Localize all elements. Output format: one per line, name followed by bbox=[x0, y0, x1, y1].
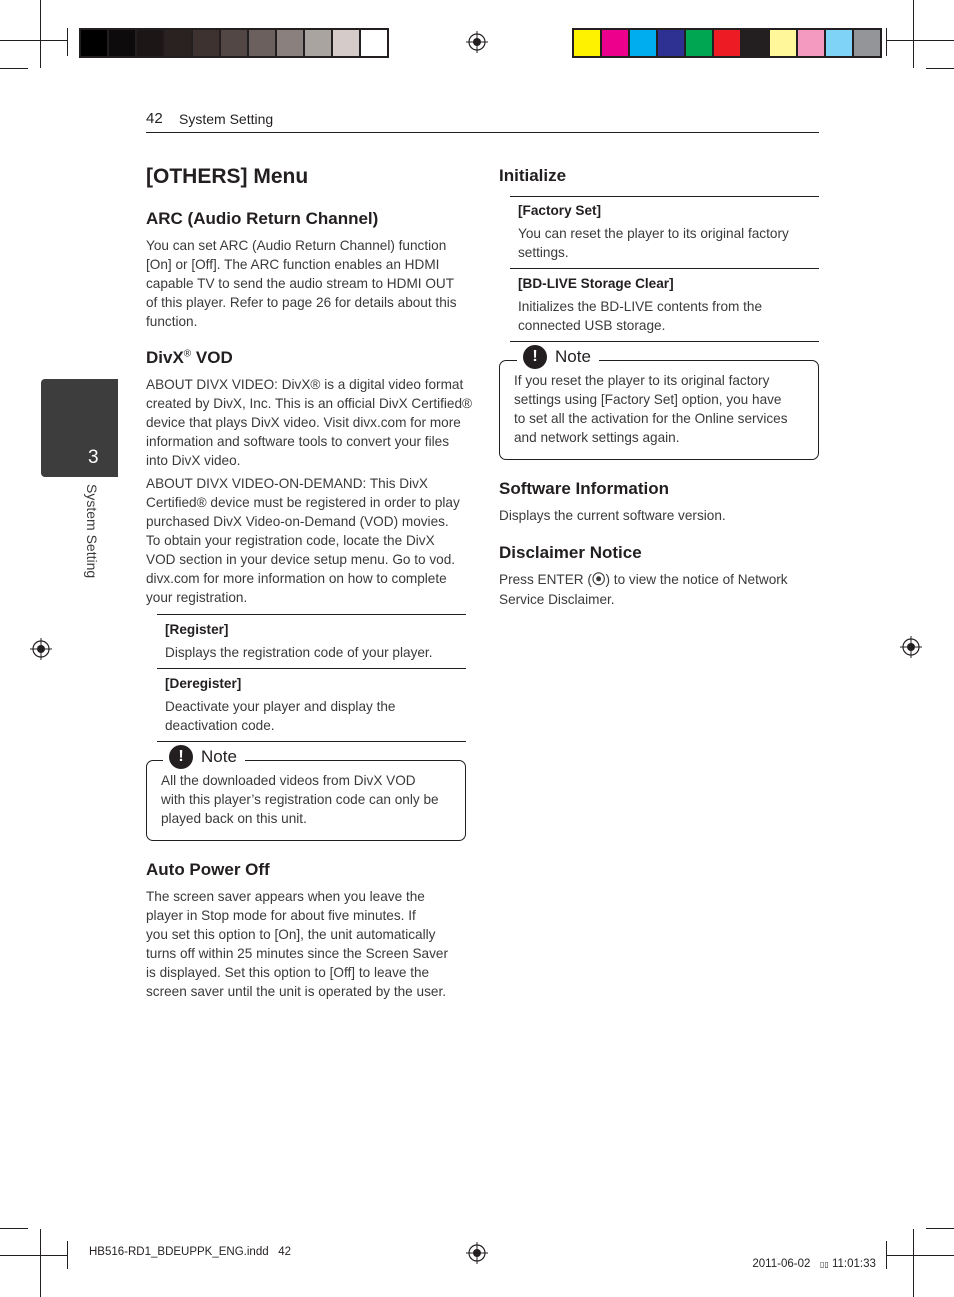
color-swatch bbox=[332, 29, 360, 57]
chapter-label: System Setting bbox=[84, 484, 100, 579]
color-swatch bbox=[360, 29, 388, 57]
software-information-heading: Software Information bbox=[499, 479, 670, 498]
software-information-text: Displays the current software version. bbox=[499, 508, 726, 523]
note-icon: ! bbox=[523, 345, 547, 369]
divx-note-text: All the downloaded videos from DivX VOD with this player’s registration code can only be played back on this unit. bbox=[161, 773, 439, 826]
page-title: [OTHERS] Menu bbox=[146, 165, 309, 188]
option-rule bbox=[510, 196, 819, 197]
header-rule bbox=[146, 132, 819, 133]
option-register: [Register] Displays the registration code of your player. bbox=[165, 622, 433, 660]
registration-mark-icon bbox=[900, 636, 922, 658]
color-swatch bbox=[573, 29, 601, 57]
disclaimer-notice-text: Press ENTER (⦿) to view the notice of Network Service Disclaimer. bbox=[499, 572, 788, 607]
section-title: System Setting bbox=[179, 111, 274, 127]
chapter-tab bbox=[41, 379, 118, 477]
color-swatch bbox=[192, 29, 220, 57]
color-swatch bbox=[741, 29, 769, 57]
color-swatch bbox=[136, 29, 164, 57]
auto-power-off-heading: Auto Power Off bbox=[146, 860, 270, 879]
arc-heading: ARC (Audio Return Channel) bbox=[146, 209, 379, 228]
grayscale-color-bar bbox=[79, 28, 389, 58]
auto-power-off-description: The screen saver appears when you leave the player in Stop mode for about five minutes. If you set this option to [On], the unit automatically turns off within 25 minutes since the Screen Saver is displayed. Set this option to [Off] to leave the screen saver until the unit is operated by the user. bbox=[146, 889, 448, 999]
color-swatch bbox=[713, 29, 741, 57]
chapter-number: 3 bbox=[88, 447, 99, 468]
option-rule bbox=[157, 668, 466, 669]
registration-mark-icon bbox=[466, 1242, 488, 1264]
color-swatch bbox=[657, 29, 685, 57]
color-swatch bbox=[248, 29, 276, 57]
option-factory-set: [Factory Set] You can reset the player to its original factory settings. bbox=[518, 203, 789, 260]
footer-timestamp: 2011-06-02 ▯▯ 11:01:33 bbox=[752, 1258, 876, 1270]
page-number: 42 bbox=[146, 110, 163, 127]
color-swatch bbox=[769, 29, 797, 57]
color-swatch bbox=[853, 29, 881, 57]
arc-description: You can set ARC (Audio Return Channel) function [On] or [Off]. The ARC function enables an HDMI capable TV to send the audio stream to HDMI OUT of this player. Refer to page 26 for details about this function. bbox=[146, 238, 457, 329]
color-swatch bbox=[80, 29, 108, 57]
color-swatch bbox=[685, 29, 713, 57]
color-swatch bbox=[220, 29, 248, 57]
option-rule bbox=[510, 341, 819, 342]
color-swatch bbox=[797, 29, 825, 57]
option-rule bbox=[510, 268, 819, 269]
divx-about-video: ABOUT DIVX VIDEO: DivX® is a digital video format created by DivX, Inc. This is an official DivX Certified® device that plays DivX video. Visit divx.com for more information and software tools to convert your files into DivX video. bbox=[146, 377, 473, 468]
divx-note-header: ! Note bbox=[163, 745, 245, 769]
color-swatch bbox=[108, 29, 136, 57]
note-icon: ! bbox=[169, 745, 193, 769]
option-bd-live-storage-clear: [BD-LIVE Storage Clear] Initializes the BD-LIVE contents from the connected USB storage. bbox=[518, 276, 763, 333]
process-color-bar bbox=[572, 28, 882, 58]
registration-mark-icon bbox=[466, 31, 488, 53]
footer-filename: HB516-RD1_BDEUPPK_ENG.indd 42 bbox=[89, 1246, 291, 1258]
color-swatch bbox=[601, 29, 629, 57]
initialize-note-text: If you reset the player to its original factory settings using [Factory Set] option, you have to set all the activation for the Online services and network settings again. bbox=[514, 373, 788, 445]
option-deregister: [Deregister] Deactivate your player and display the deactivation code. bbox=[165, 676, 396, 733]
divx-heading: DivX® VOD bbox=[146, 348, 233, 367]
option-rule bbox=[157, 741, 466, 742]
enter-button-icon: ⦿ bbox=[591, 572, 606, 588]
initialize-heading: Initialize bbox=[499, 166, 567, 185]
divx-about-vod: ABOUT DIVX VIDEO-ON-DEMAND: This DivX Certified® device must be registered in order to play purchased DivX Video-on-Demand (VOD) movies. To obtain your registration code, locate the DivX VOD section in your device setup menu. Go to vod. divx.com for more information on how to complete your registration. bbox=[146, 476, 460, 605]
color-swatch bbox=[629, 29, 657, 57]
registration-mark-icon bbox=[30, 638, 52, 660]
option-rule bbox=[157, 614, 466, 615]
initialize-note-header: ! Note bbox=[517, 345, 599, 369]
color-swatch bbox=[276, 29, 304, 57]
color-swatch bbox=[304, 29, 332, 57]
color-swatch bbox=[825, 29, 853, 57]
disclaimer-notice-heading: Disclaimer Notice bbox=[499, 543, 642, 562]
color-swatch bbox=[164, 29, 192, 57]
